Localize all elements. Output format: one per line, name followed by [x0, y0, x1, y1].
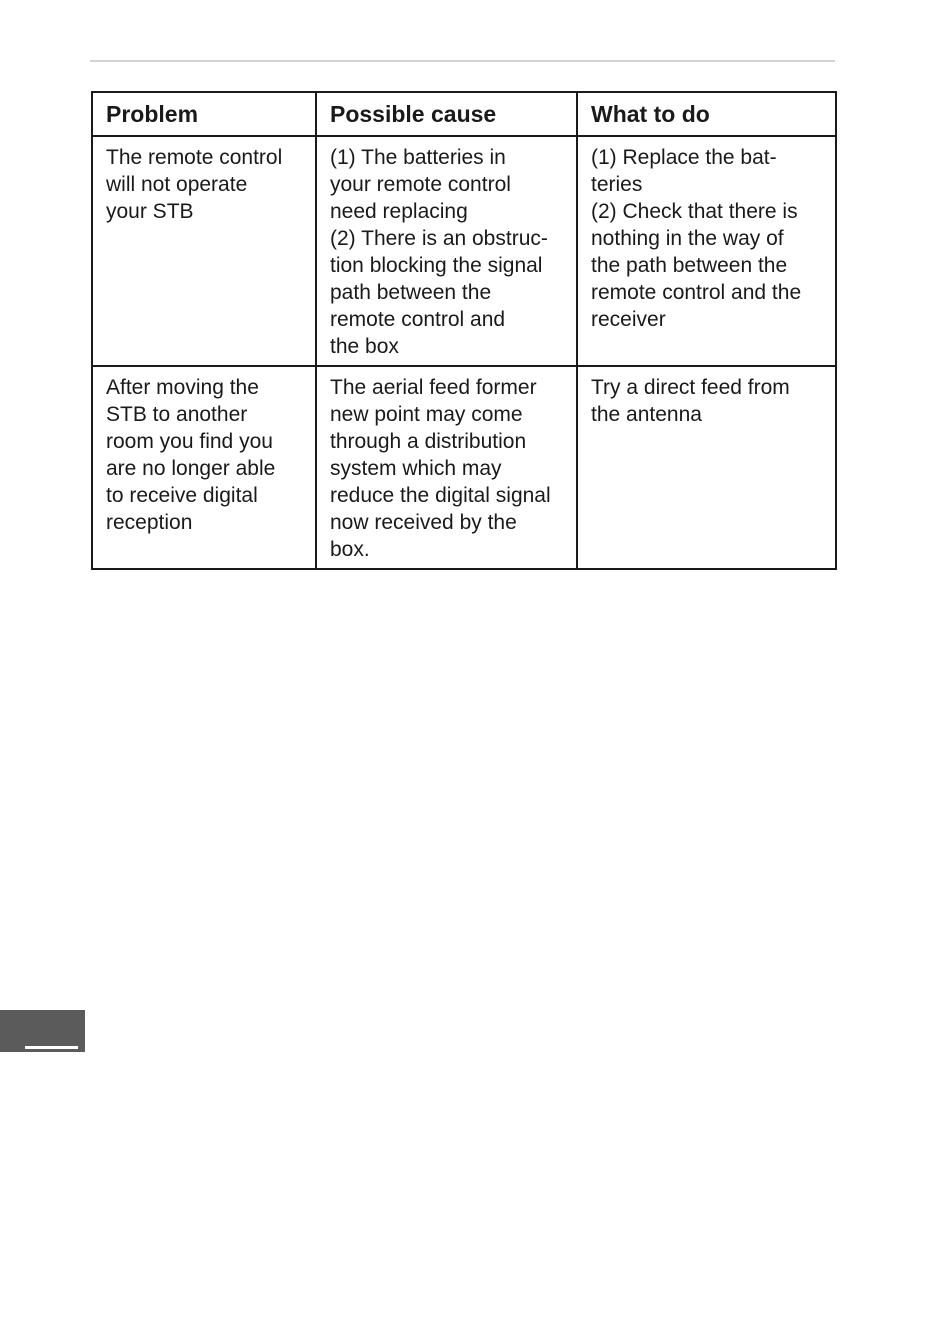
table-header-row	[92, 92, 836, 136]
cause-cell: (1) The batteries in your remote control need replacing (2) There is an obstruc- tion blocking the signal path between the remote control and the box	[316, 136, 577, 366]
column-header-possible-cause: Possible cause	[316, 92, 577, 136]
problem-cell: The remote control will not operate your STB	[92, 136, 316, 366]
action-cell: (1) Replace the bat- teries (2) Check that there is nothing in the way of the path between the remote control and the receiver	[577, 136, 836, 366]
header-rule	[90, 60, 835, 62]
action-cell: Try a direct feed from the antenna	[577, 366, 836, 569]
problem-cell: After moving the STB to another room you find you are no longer able to receive digital reception	[92, 366, 316, 569]
table-row	[92, 136, 836, 366]
column-header-problem: Problem	[92, 92, 316, 136]
side-tab-underline	[25, 1046, 78, 1049]
chapter-side-tab	[0, 1010, 85, 1052]
cause-cell: The aerial feed former new point may come through a distribution system which may reduce the digital signal now received by the box.	[316, 366, 577, 569]
troubleshooting-table	[91, 91, 837, 570]
column-header-what-to-do: What to do	[577, 92, 836, 136]
table-row	[92, 366, 836, 569]
